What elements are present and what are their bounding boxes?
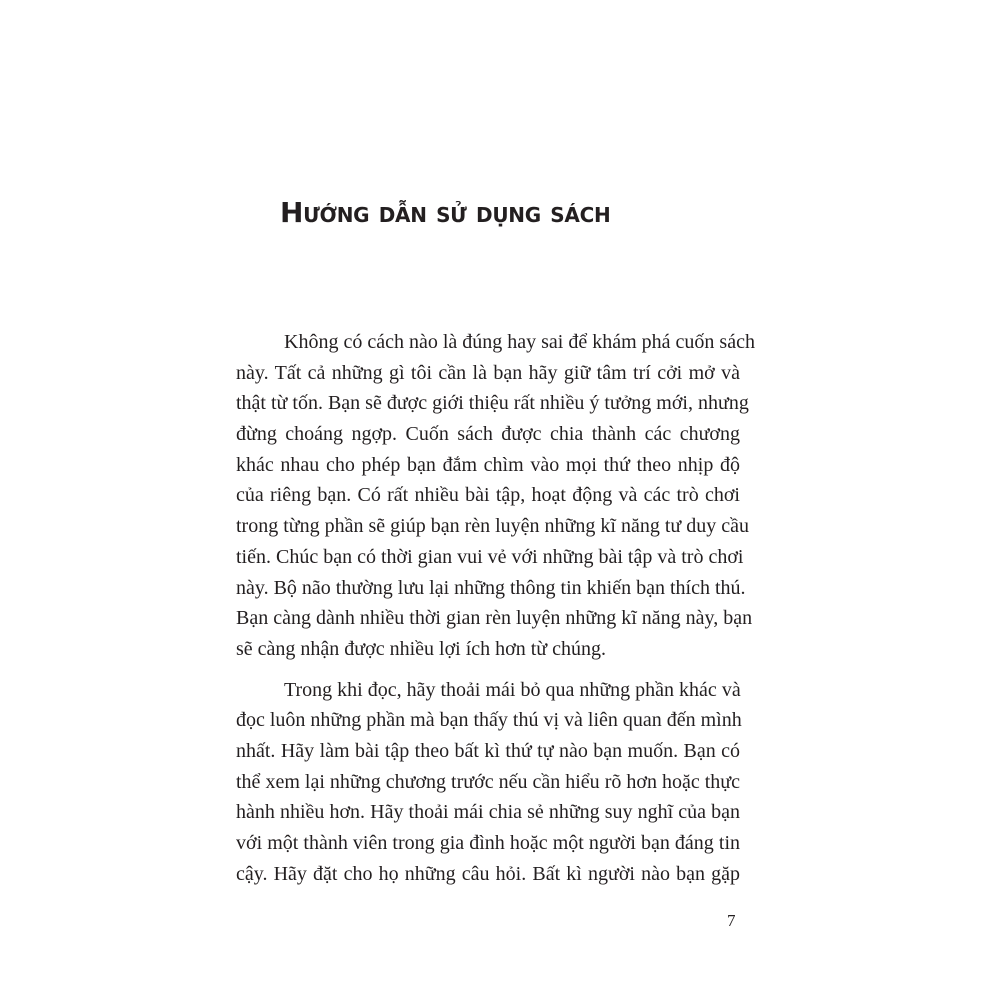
text-line: này. Bộ não thường lưu lại những thông tin khiến bạn thích thú.	[236, 576, 746, 599]
text-line: Trong khi đọc, hãy thoải mái bỏ qua những phần khác và	[284, 678, 741, 701]
body-text	[236, 327, 755, 889]
text-line: nhất. Hãy làm bài tập theo bất kì thứ tự nào bạn muốn. Bạn có	[236, 739, 740, 762]
text-line: thể xem lại những chương trước nếu cần hiểu rõ hơn hoặc thực	[236, 770, 740, 793]
text-line: này. Tất cả những gì tôi cần là bạn hãy giữ tâm trí cởi mở và	[236, 361, 740, 384]
text-line: hành nhiều hơn. Hãy thoải mái chia sẻ những suy nghĩ của bạn	[236, 801, 740, 824]
text-line: cậy. Hãy đặt cho họ những câu hỏi. Bất kì người nào bạn gặp	[236, 862, 740, 885]
text-line: thật từ tốn. Bạn sẽ được giới thiệu rất nhiều ý tưởng mới, nhưng	[236, 392, 749, 415]
page-number: 7	[727, 911, 736, 930]
text-line: trong từng phần sẽ giúp bạn rèn luyện những kĩ năng tư duy cầu	[236, 515, 749, 538]
text-line: với một thành viên trong gia đình hoặc một người bạn đáng tin	[236, 832, 740, 854]
text-line: đừng choáng ngợp. Cuốn sách được chia thành các chương	[236, 423, 740, 446]
text-line: đọc luôn những phần mà bạn thấy thú vị và liên quan đến mình	[236, 709, 742, 732]
text-line: khác nhau cho phép bạn đắm chìm vào mọi thứ theo nhịp độ	[236, 453, 740, 476]
text-line: của riêng bạn. Có rất nhiều bài tập, hoạt động và các trò chơi	[236, 484, 740, 507]
paragraph-2	[236, 675, 740, 890]
paragraph-1	[236, 327, 755, 665]
text-line: Không có cách nào là đúng hay sai để khám phá cuốn sách	[284, 331, 755, 353]
text-line: tiến. Chúc bạn có thời gian vui vẻ với những bài tập và trò chơi	[236, 545, 744, 568]
text-line: Bạn càng dành nhiều thời gian rèn luyện những kĩ năng này, bạn	[236, 607, 753, 630]
page-title: Hướng dẫn sử dụng sách	[280, 196, 611, 229]
text-line: sẽ càng nhận được nhiều lợi ích hơn từ chúng.	[236, 637, 606, 660]
